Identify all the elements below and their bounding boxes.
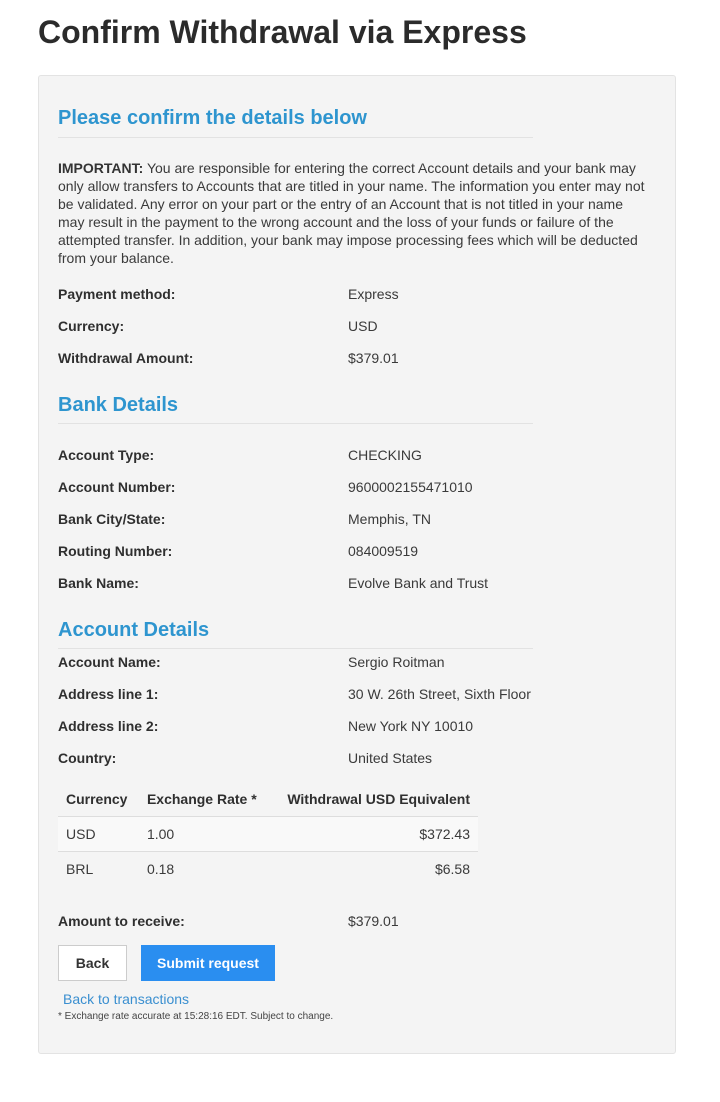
- detail-label: Currency:: [58, 318, 125, 334]
- bank-details-title: Bank Details: [58, 392, 533, 424]
- detail-label: Payment method:: [58, 286, 176, 302]
- detail-value: New York NY 10010: [348, 718, 474, 734]
- page-title: Confirm Withdrawal via Express: [38, 14, 527, 50]
- detail-label: Country:: [58, 750, 117, 766]
- detail-row-address-line-2: [58, 717, 648, 735]
- back-to-transactions-link[interactable]: Back to transactions: [63, 991, 190, 1007]
- back-button[interactable]: Back: [58, 945, 127, 981]
- amount-to-receive-label: Amount to receive:: [58, 913, 185, 929]
- detail-value: USD: [348, 318, 378, 334]
- amount-to-receive-value: $379.01: [348, 913, 399, 929]
- table-cell-usd-equivalent: $372.43: [270, 817, 478, 852]
- detail-row-currency: [58, 317, 648, 335]
- detail-value: CHECKING: [348, 447, 422, 463]
- notice-label: IMPORTANT:: [58, 160, 144, 176]
- detail-row-country: [58, 749, 648, 767]
- detail-label: Address line 2:: [58, 718, 159, 734]
- detail-label: Withdrawal Amount:: [58, 350, 194, 366]
- detail-value: 30 W. 26th Street, Sixth Floor: [348, 686, 531, 702]
- important-notice: [58, 159, 648, 267]
- detail-row-account-name: [58, 653, 648, 671]
- column-header-usd-equivalent: Withdrawal USD Equivalent: [270, 781, 478, 817]
- table-header-row: [58, 781, 478, 817]
- detail-row-routing-number: [58, 542, 648, 560]
- detail-value: Memphis, TN: [348, 511, 431, 527]
- detail-label: Bank City/State:: [58, 511, 166, 527]
- notice-text: You are responsible for entering the correct Account details and your bank may only allow transfers to Accounts that are titled in your name. The information you enter may not be validated. Any error on your part or the entry of an Account that is not titled in your name may result in the payment to the wrong account and the loss of your funds or failure of the attempted transfer. In addition, your bank may impose processing fees which will be deducted from your balance.: [58, 160, 645, 266]
- detail-label: Account Number:: [58, 479, 176, 495]
- table-cell-rate: 0.18: [146, 861, 175, 877]
- exchange-rate-table: [58, 781, 478, 886]
- table-cell-usd-equivalent: $6.58: [434, 861, 470, 877]
- submit-request-button[interactable]: Submit request: [141, 945, 275, 981]
- detail-label: Bank Name:: [58, 575, 139, 591]
- detail-row-bank-name: [58, 574, 648, 592]
- column-header-exchange-rate: Exchange Rate *: [139, 781, 270, 817]
- detail-row-address-line-1: [58, 685, 648, 703]
- detail-row-account-number: [58, 478, 648, 496]
- detail-value: Sergio Roitman: [348, 654, 445, 670]
- detail-row-payment-method: [58, 285, 648, 303]
- detail-value: Express: [348, 286, 399, 302]
- detail-value: $379.01: [348, 350, 399, 366]
- detail-row-account-type: [58, 446, 648, 464]
- confirm-section-title: Please confirm the details below: [58, 105, 533, 138]
- detail-row-withdrawal-amount: [58, 349, 648, 367]
- confirmation-panel: [38, 75, 676, 1054]
- table-row: [58, 852, 478, 887]
- table-row: [58, 817, 478, 852]
- amount-to-receive-row: [58, 912, 648, 930]
- detail-value: 084009519: [348, 543, 419, 559]
- detail-label: Account Type:: [58, 447, 155, 463]
- detail-label: Routing Number:: [58, 543, 173, 559]
- detail-label: Account Name:: [58, 654, 161, 670]
- detail-value: United States: [348, 750, 433, 766]
- detail-label: Address line 1:: [58, 686, 159, 702]
- exchange-rate-footnote: * Exchange rate accurate at 15:28:16 EDT. Subject to change.: [58, 1011, 334, 1022]
- table-cell-currency: USD: [58, 817, 139, 852]
- table-cell-rate: 1.00: [139, 817, 270, 852]
- detail-value: 9600002155471010: [348, 479, 473, 495]
- detail-value: Evolve Bank and Trust: [348, 575, 489, 591]
- detail-row-bank-city-state: [58, 510, 648, 528]
- table-cell-currency: BRL: [66, 861, 94, 877]
- column-header-currency: Currency: [58, 781, 139, 817]
- account-details-title: Account Details: [58, 617, 533, 649]
